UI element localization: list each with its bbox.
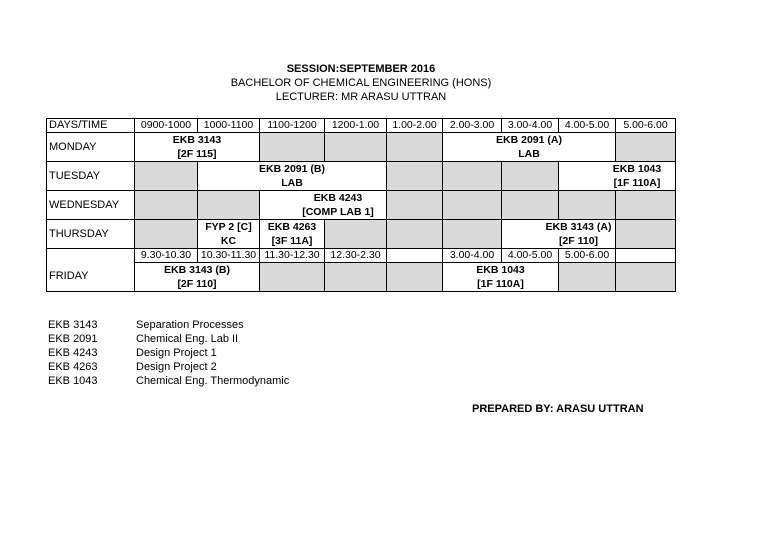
- session-code: EKB 3143: [172, 134, 222, 146]
- empty-cell: [325, 220, 387, 249]
- empty-cell: [325, 133, 387, 162]
- empty-cell: [387, 191, 443, 220]
- legend-code: EKB 3143: [48, 319, 98, 331]
- session-room: [2F 110]: [558, 235, 599, 247]
- session-code: EKB 2091 (B): [259, 163, 325, 175]
- session-room: [2F 110]: [177, 278, 217, 290]
- day-label: FRIDAY: [47, 263, 135, 292]
- legend-code: EKB 4263: [48, 361, 98, 373]
- empty-cell: [559, 191, 616, 220]
- session-room: KC: [220, 235, 237, 247]
- session-cell: [502, 220, 616, 249]
- session-code: EKB 1043: [612, 163, 662, 175]
- day-label: TUESDAY: [47, 162, 135, 191]
- session-cell: [135, 263, 260, 292]
- session-room: LAB: [518, 148, 540, 160]
- session-code: EKB 1043: [476, 264, 525, 276]
- time-header: 1100-1200: [260, 119, 325, 133]
- empty-cell: [443, 162, 502, 191]
- time-header: 0900-1000: [135, 119, 198, 133]
- table-row-monday: [47, 133, 676, 162]
- empty-cell: [387, 263, 443, 292]
- empty-cell: [443, 191, 502, 220]
- empty-cell: [135, 162, 198, 191]
- time-header: 2.00-3.00: [443, 119, 502, 133]
- empty-cell: [502, 191, 559, 220]
- legend-item: [48, 360, 289, 374]
- time-header: 3.00-4.00: [502, 119, 559, 133]
- program-title: BACHELOR OF CHEMICAL ENGINEERING (HONS): [230, 77, 492, 89]
- empty-cell: [135, 191, 198, 220]
- session-room: [2F 115]: [177, 148, 217, 160]
- friday-time-header: 3.00-4.00: [443, 249, 502, 263]
- friday-time-header: 9.30-10.30: [135, 249, 198, 263]
- session-code: EKB 3143 (B): [164, 264, 230, 276]
- table-row-thursday: [47, 220, 676, 249]
- empty-cell: [198, 191, 260, 220]
- friday-time-header: 4.00-5.00: [502, 249, 559, 263]
- session-title: SESSION:SEPTEMBER 2016: [286, 63, 436, 75]
- course-legend: [48, 318, 289, 388]
- empty-cell: [502, 162, 559, 191]
- empty-cell: [616, 249, 676, 263]
- session-code: FYP 2 [C]: [205, 221, 252, 233]
- session-code: EKB 4263: [267, 221, 317, 233]
- legend-item: [48, 332, 289, 346]
- empty-cell: [325, 263, 387, 292]
- session-cell: [559, 162, 676, 191]
- legend-item: [48, 346, 289, 360]
- table-row-tuesday: [47, 162, 676, 191]
- empty-cell: [135, 220, 198, 249]
- legend-item: [48, 374, 289, 388]
- empty-cell: [443, 220, 502, 249]
- session-code: EKB 4243: [313, 192, 363, 204]
- empty-cell: [387, 162, 443, 191]
- empty-cell: [616, 263, 676, 292]
- day-label: WEDNESDAY: [47, 191, 135, 220]
- day-label: MONDAY: [47, 133, 135, 162]
- friday-time-header: [387, 249, 443, 263]
- empty-cell: [559, 263, 616, 292]
- legend-name: Chemical Eng. Lab II: [136, 333, 239, 345]
- friday-time-row: [47, 249, 676, 263]
- time-header: 5.00-6.00: [616, 119, 676, 133]
- session-room: LAB: [281, 177, 303, 189]
- empty-cell: [260, 263, 325, 292]
- legend-item: [48, 318, 289, 332]
- session-cell: [135, 133, 260, 162]
- corner-label: DAYS/TIME: [47, 119, 135, 133]
- session-cell: [443, 133, 616, 162]
- empty-cell: [616, 133, 676, 162]
- empty-cell: [260, 133, 325, 162]
- prepared-by: PREPARED BY: ARASU UTTRAN: [472, 403, 644, 415]
- friday-time-header: 12.30-2.30: [325, 249, 387, 263]
- empty-cell: [387, 133, 443, 162]
- session-cell: [198, 162, 387, 191]
- session-room: [1F 110A]: [613, 177, 661, 189]
- time-header: 1200-1.00: [325, 119, 387, 133]
- legend-name: Separation Processes: [136, 319, 244, 331]
- legend-code: EKB 4243: [48, 347, 98, 359]
- table-row-wednesday: [47, 191, 676, 220]
- empty-cell: [47, 249, 135, 263]
- empty-cell: [616, 191, 676, 220]
- session-cell: [198, 220, 260, 249]
- session-room: [1F 110A]: [477, 278, 524, 290]
- table-row-friday: [47, 263, 676, 292]
- legend-code: EKB 1043: [48, 375, 98, 387]
- time-header: 1.00-2.00: [387, 119, 443, 133]
- legend-name: Design Project 1: [136, 347, 217, 359]
- session-code: EKB 2091 (A): [496, 134, 562, 146]
- legend-name: Design Project 2: [136, 361, 217, 373]
- legend-code: EKB 2091: [48, 333, 98, 345]
- friday-time-header: 11.30-12.30: [260, 249, 325, 263]
- session-cell: [260, 191, 387, 220]
- empty-cell: [616, 220, 676, 249]
- time-header: 1000-1100: [198, 119, 260, 133]
- session-room: [3F 11A]: [271, 235, 313, 247]
- session-room: [COMP LAB 1]: [302, 206, 374, 218]
- friday-time-header: 10.30-11.30: [198, 249, 260, 263]
- session-cell: [443, 263, 559, 292]
- day-label: THURSDAY: [47, 220, 135, 249]
- legend-name: Chemical Eng. Thermodynamic: [136, 375, 290, 387]
- friday-time-header: 5.00-6.00: [559, 249, 616, 263]
- time-header: 4.00-5.00: [559, 119, 616, 133]
- session-code: EKB 3143 (A): [545, 221, 612, 233]
- lecturer-title: LECTURER: MR ARASU UTTRAN: [275, 91, 447, 103]
- empty-cell: [387, 220, 443, 249]
- timetable: [46, 118, 676, 292]
- table-header-row: [47, 119, 676, 133]
- session-cell: [260, 220, 325, 249]
